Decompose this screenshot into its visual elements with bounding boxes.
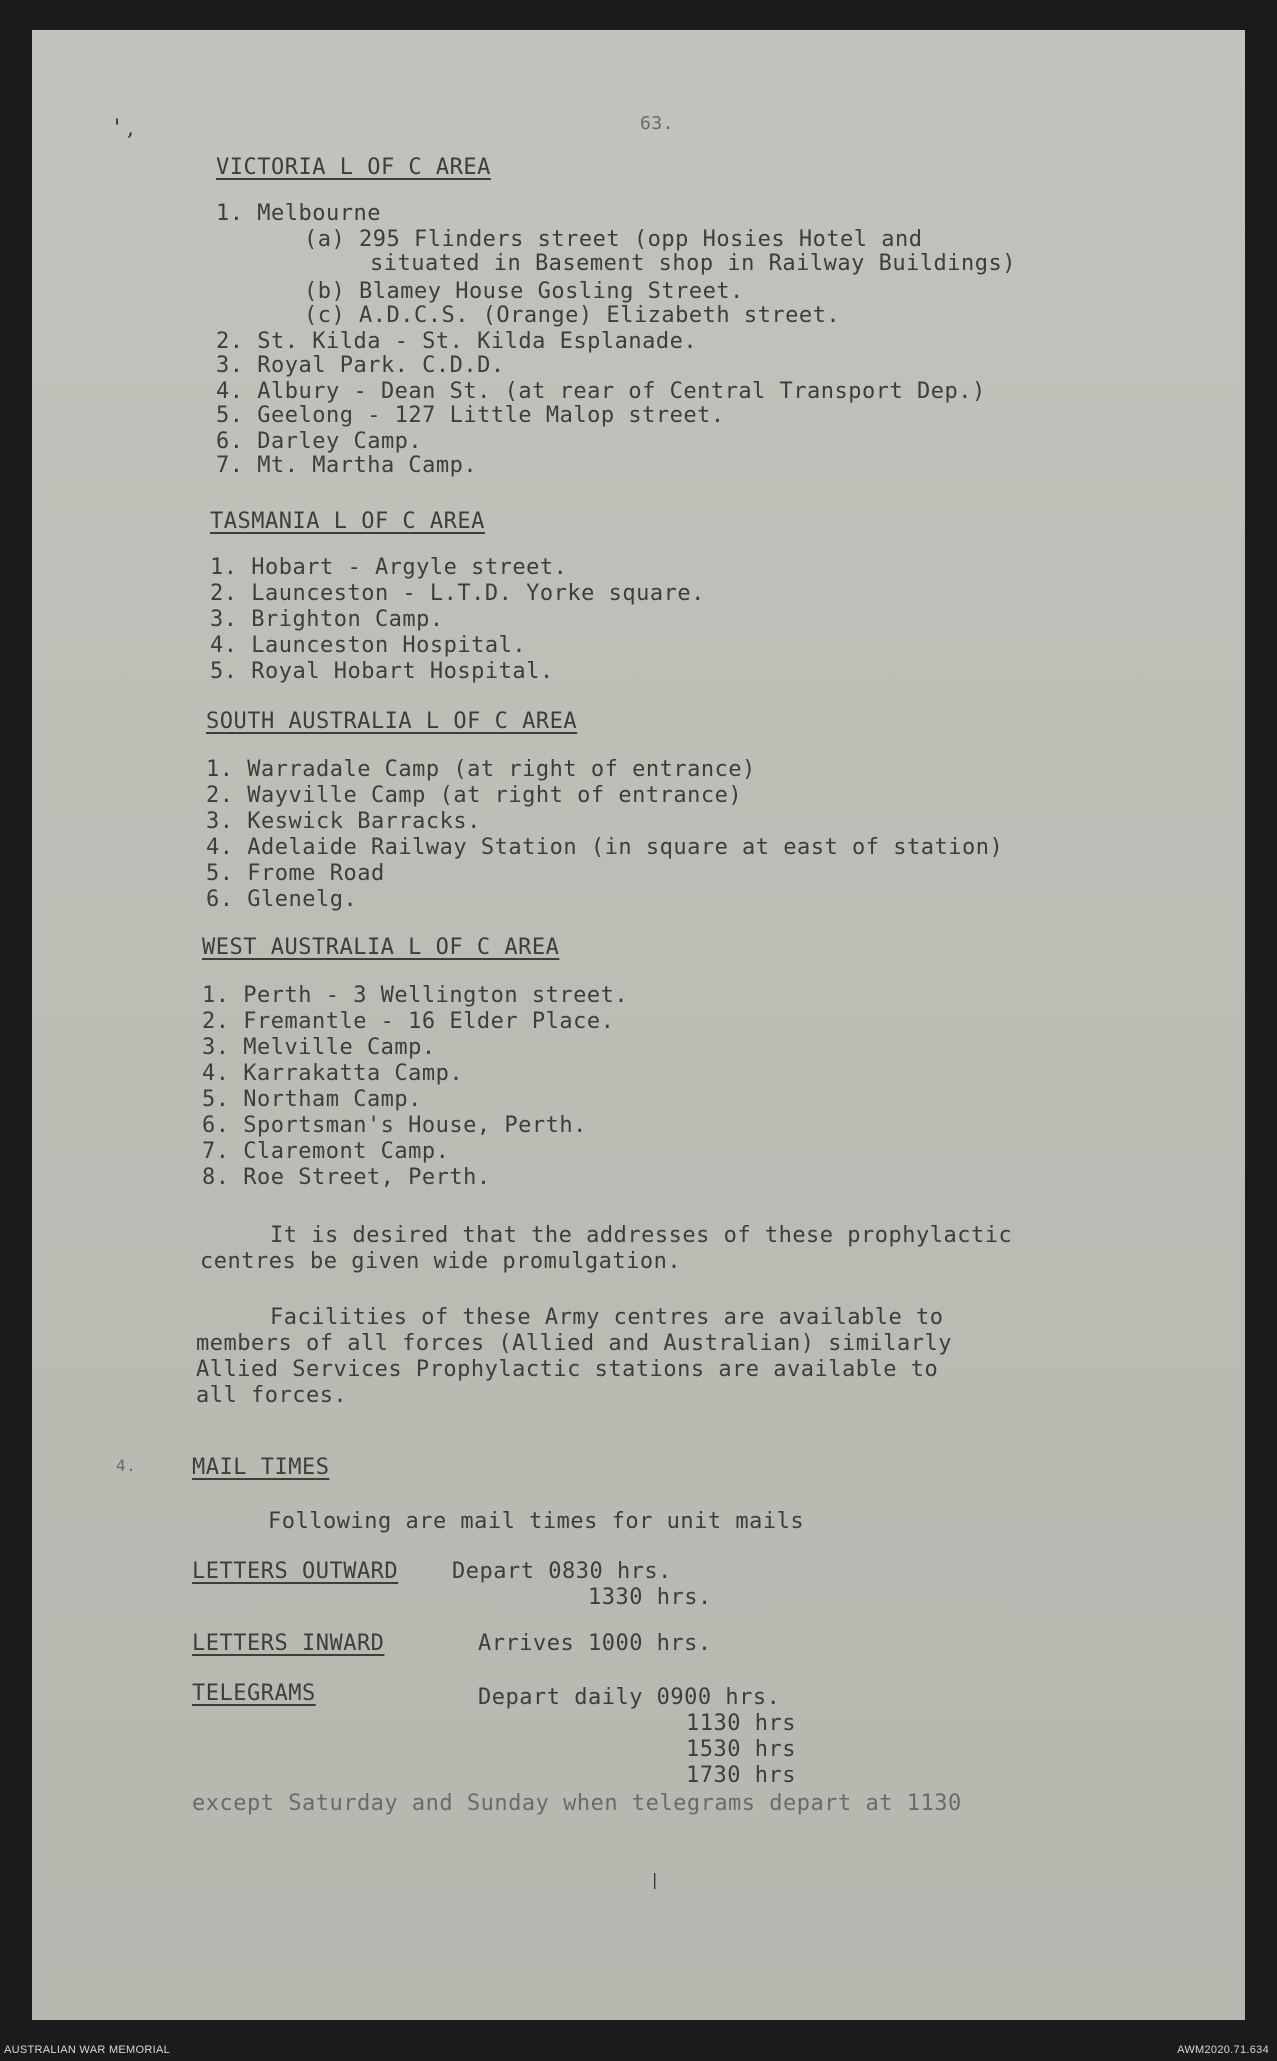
- letters-outward-time: Depart 0830 hrs.: [452, 1559, 672, 1584]
- list-item: 4. Launceston Hospital.: [210, 633, 527, 658]
- list-item: 3. Melville Camp.: [202, 1035, 436, 1060]
- list-item: 1. Hobart - Argyle street.: [210, 555, 568, 580]
- mail-times-intro: Following are mail times for unit mails: [268, 1509, 805, 1534]
- list-item: 4. Karrakatta Camp.: [202, 1061, 464, 1086]
- list-item: 2. St. Kilda - St. Kilda Esplanade.: [216, 329, 698, 354]
- list-item: 5. Frome Road: [206, 861, 385, 886]
- paragraph-line: Allied Services Prophylactic stations are available to: [196, 1357, 939, 1382]
- list-item: 4. Adelaide Railway Station (in square at east of station): [206, 835, 1004, 860]
- list-item: 1. Perth - 3 Wellington street.: [202, 983, 629, 1008]
- telegrams-time: Depart daily 0900 hrs.: [478, 1685, 781, 1710]
- telegrams-note: except Saturday and Sunday when telegrams depart at 1130: [192, 1791, 962, 1816]
- paragraph-line: Facilities of these Army centres are available to: [270, 1305, 944, 1330]
- list-item: 2. Fremantle - 16 Elder Place.: [202, 1009, 615, 1034]
- footer-credit: AUSTRALIAN WAR MEMORIAL: [4, 2044, 171, 2056]
- telegrams-time: 1130 hrs: [686, 1711, 796, 1736]
- telegrams-time: 1530 hrs: [686, 1737, 796, 1762]
- paragraph-line: It is desired that the addresses of these prophylactic: [270, 1223, 1013, 1248]
- list-item: 5. Royal Hobart Hospital.: [210, 659, 554, 684]
- letters-outward-label: LETTERS OUTWARD: [192, 1559, 399, 1584]
- paragraph-line: centres be given wide promulgation.: [200, 1249, 682, 1274]
- paragraph-line: members of all forces (Allied and Australian) similarly: [196, 1331, 952, 1356]
- list-item: 3. Keswick Barracks.: [206, 809, 481, 834]
- list-item: 2. Launceston - L.T.D. Yorke square.: [210, 581, 705, 606]
- letters-inward-time: Arrives 1000 hrs.: [478, 1631, 712, 1656]
- list-item: 3. Brighton Camp.: [210, 607, 444, 632]
- list-item: situated in Basement shop in Railway Buildings): [370, 251, 1017, 276]
- list-item: 4. Albury - Dean St. (at rear of Central Transport Dep.): [216, 379, 986, 404]
- list-item: 5. Geelong - 127 Little Malop street.: [216, 403, 725, 428]
- letters-inward-label: LETTERS INWARD: [192, 1631, 385, 1656]
- document-page: [32, 30, 1245, 2020]
- mail-times-heading: MAIL TIMES: [192, 1455, 330, 1480]
- list-item: 7. Claremont Camp.: [202, 1139, 450, 1164]
- list-item: 1. Melbourne: [216, 201, 381, 226]
- paragraph-line: all forces.: [196, 1383, 348, 1408]
- list-item: 2. Wayville Camp (at right of entrance): [206, 783, 743, 808]
- list-item: 5. Northam Camp.: [202, 1087, 422, 1112]
- footer-accession: AWM2020.71.634: [1177, 2044, 1269, 2056]
- south-australia-heading: SOUTH AUSTRALIA L OF C AREA: [206, 709, 578, 734]
- page-number: 63.: [640, 113, 675, 134]
- telegrams-label: TELEGRAMS: [192, 1681, 316, 1706]
- list-item: (b) Blamey House Gosling Street.: [304, 279, 744, 304]
- victoria-heading: VICTORIA L OF C AREA: [216, 155, 491, 180]
- ink-mark: |: [652, 1870, 658, 1889]
- list-item: (a) 295 Flinders street (opp Hosies Hotel and: [304, 227, 923, 252]
- telegrams-time: 1730 hrs: [686, 1763, 796, 1788]
- ink-mark: ' ,: [114, 116, 135, 141]
- list-item: 6. Glenelg.: [206, 887, 358, 912]
- letters-outward-time: 1330 hrs.: [588, 1585, 712, 1610]
- tasmania-heading: TASMANIA L OF C AREA: [210, 509, 485, 534]
- list-item: 1. Warradale Camp (at right of entrance): [206, 757, 756, 782]
- list-item: 7. Mt. Martha Camp.: [216, 453, 478, 478]
- list-item: (c) A.D.C.S. (Orange) Elizabeth street.: [304, 303, 841, 328]
- west-australia-heading: WEST AUSTRALIA L OF C AREA: [202, 935, 560, 960]
- list-item: 6. Darley Camp.: [216, 429, 423, 454]
- list-item: 8. Roe Street, Perth.: [202, 1165, 491, 1190]
- list-item: 6. Sportsman's House, Perth.: [202, 1113, 587, 1138]
- list-item: 3. Royal Park. C.D.D.: [216, 353, 505, 378]
- section-number: 4.: [116, 1456, 137, 1475]
